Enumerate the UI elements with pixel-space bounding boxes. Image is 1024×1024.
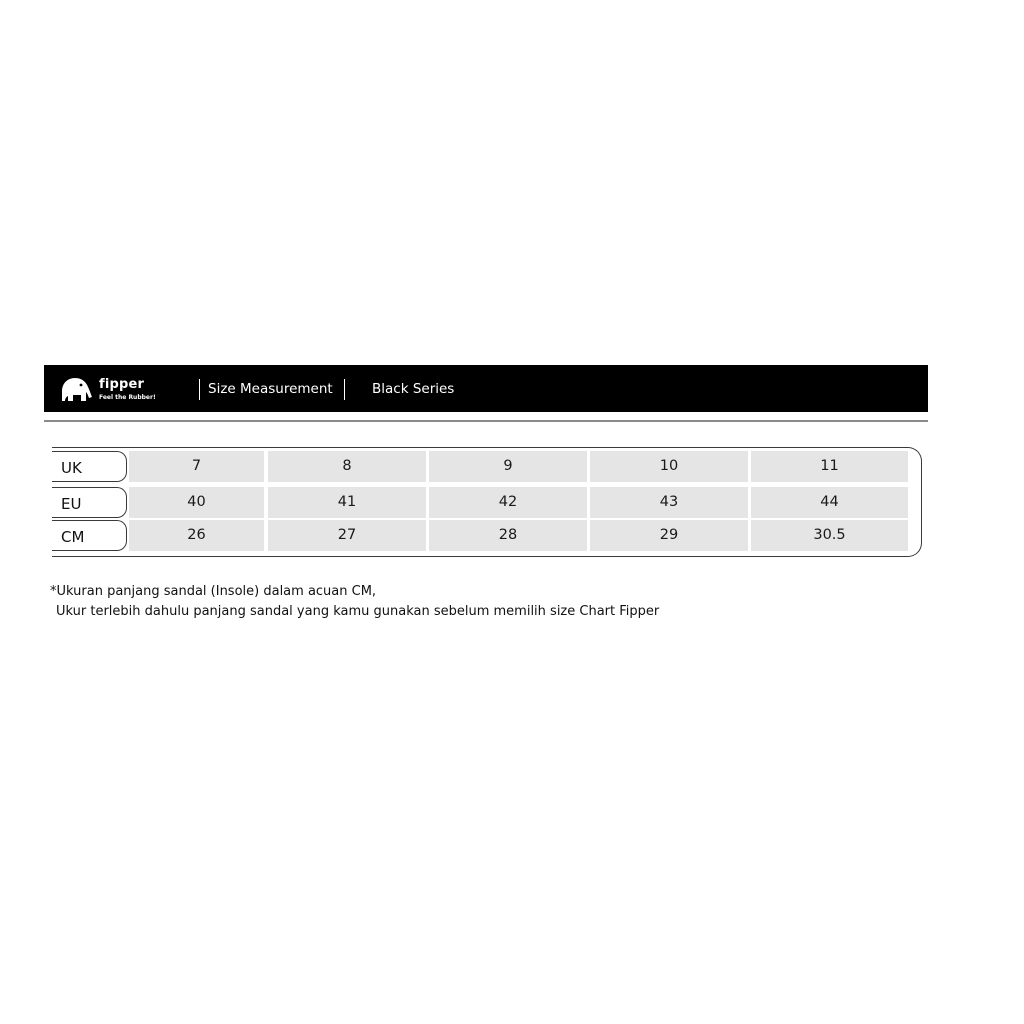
size-cell: 7 bbox=[129, 451, 264, 482]
row-label-text: CM bbox=[61, 528, 85, 546]
size-cell: 26 bbox=[129, 520, 264, 551]
size-cell: 42 bbox=[429, 487, 587, 518]
elephant-icon bbox=[58, 375, 94, 403]
banner-title: Size Measurement bbox=[208, 381, 333, 397]
brand-tagline: Feel the Rubber! bbox=[99, 394, 156, 401]
footnote-line-1: *Ukuran panjang sandal (Insole) dalam acuan CM, bbox=[50, 584, 377, 599]
size-cell: 10 bbox=[590, 451, 748, 482]
banner-divider bbox=[199, 379, 200, 400]
row-label-uk bbox=[52, 451, 127, 482]
banner-series: Black Series bbox=[372, 381, 455, 397]
row-label-eu bbox=[52, 487, 127, 518]
size-row-eu bbox=[52, 487, 910, 519]
row-label-cm bbox=[52, 520, 127, 551]
size-cell: 29 bbox=[590, 520, 748, 551]
brand-name: fipper bbox=[99, 377, 145, 392]
size-cell: 9 bbox=[429, 451, 587, 482]
row-label-text: EU bbox=[61, 495, 82, 513]
row-label-text: UK bbox=[61, 459, 82, 477]
footnote-line-2: Ukur terlebih dahulu panjang sandal yang kamu gunakan sebelum memilih size Chart Fipper bbox=[56, 604, 660, 619]
size-cell: 41 bbox=[268, 487, 426, 518]
header-rule bbox=[44, 420, 928, 422]
size-cell: 11 bbox=[751, 451, 908, 482]
size-cell: 8 bbox=[268, 451, 426, 482]
size-cell: 28 bbox=[429, 520, 587, 551]
size-row-cm bbox=[52, 520, 910, 552]
header-banner bbox=[44, 365, 928, 412]
size-cell: 30.5 bbox=[751, 520, 908, 551]
size-cell: 44 bbox=[751, 487, 908, 518]
size-row-uk bbox=[52, 451, 910, 483]
size-cell: 40 bbox=[129, 487, 264, 518]
size-cell: 43 bbox=[590, 487, 748, 518]
size-cell: 27 bbox=[268, 520, 426, 551]
brand-logo bbox=[58, 374, 168, 404]
banner-divider bbox=[344, 379, 345, 400]
